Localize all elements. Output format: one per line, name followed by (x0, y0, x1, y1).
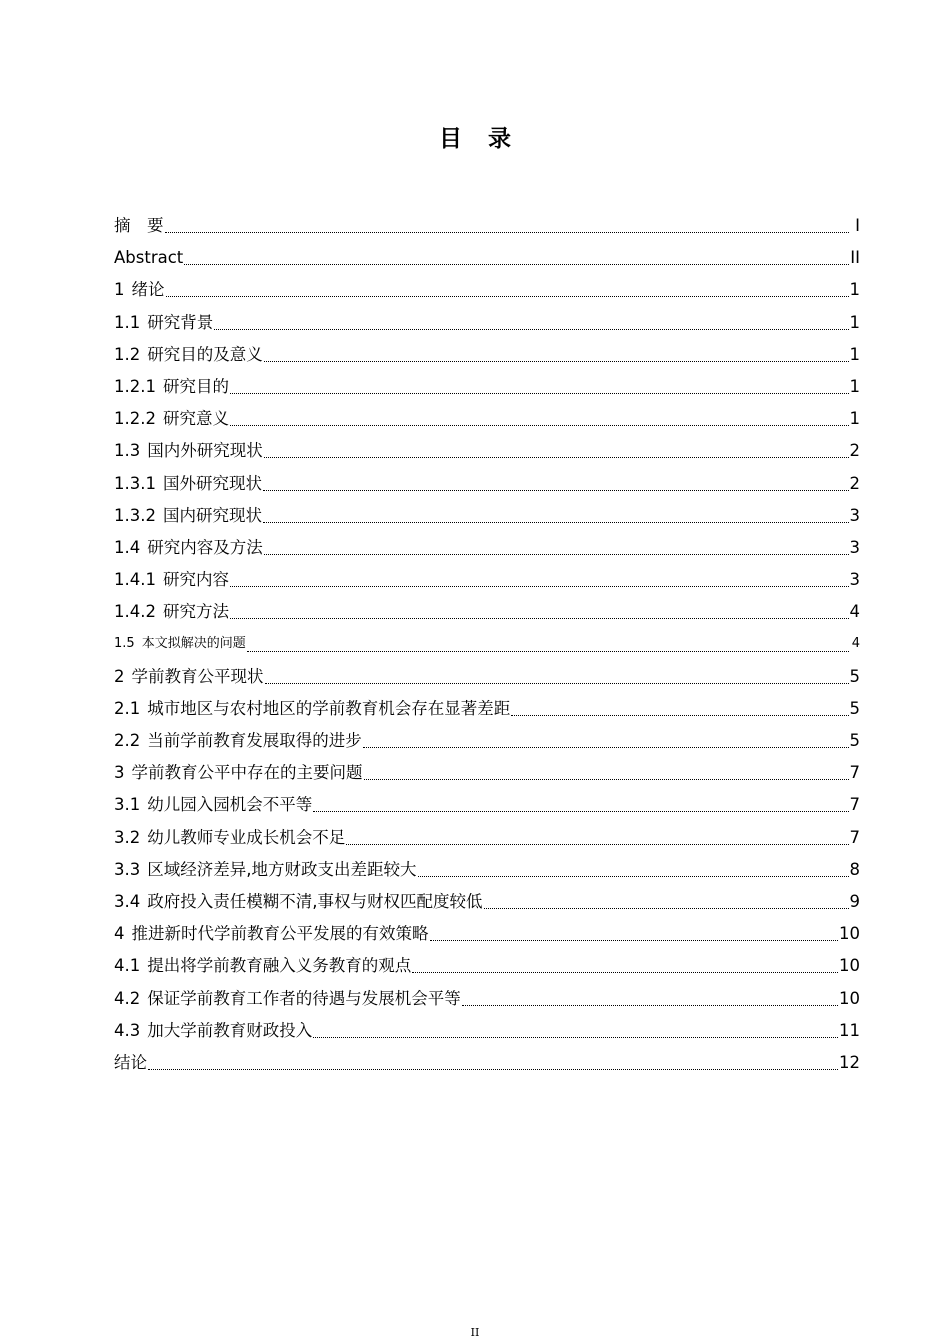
toc-entry-label (114, 468, 262, 500)
toc-entry-page: I (855, 216, 860, 235)
toc-entry-page: 1 (849, 280, 860, 300)
toc-entry-title: 推进新时代学前教育公平发展的有效策略 (131, 924, 429, 944)
toc-entry-title: 研究方法 (162, 602, 229, 622)
page-title (0, 120, 950, 153)
toc-entry-title: 研究背景 (147, 312, 214, 332)
toc-entry-label (114, 886, 483, 918)
toc-entry[interactable] (114, 596, 860, 628)
toc-entry-page: 10 (839, 956, 860, 976)
toc-entry-title: 研究目的及意义 (147, 344, 263, 364)
toc-entry[interactable] (114, 210, 860, 242)
toc-entry-title: 学前教育公平现状 (131, 666, 264, 686)
toc-entry-title: 结论 (114, 1052, 147, 1072)
toc-dot-leader (166, 281, 849, 299)
toc-entry-page: 7 (849, 827, 860, 847)
toc-entry-number: 3.4 (114, 891, 141, 911)
toc-entry[interactable] (114, 789, 860, 821)
toc-entry-page: 2 (849, 473, 860, 493)
toc-entry[interactable] (114, 564, 860, 596)
toc-dot-leader (484, 893, 849, 911)
toc-dot-leader (462, 990, 838, 1008)
toc-dot-leader (265, 668, 849, 686)
toc-entry-page: 10 (839, 988, 860, 1008)
toc-entry-title: 研究意义 (162, 409, 229, 429)
toc-entry[interactable] (114, 371, 860, 403)
toc-entry-page: 10 (839, 924, 860, 944)
toc-entry-title: 政府投入责任模糊不清,事权与财权匹配度较低 (147, 891, 483, 911)
toc-entry-title: 城市地区与农村地区的学前教育机会存在显著差距 (147, 698, 511, 718)
toc-entry-page: 3 (849, 537, 860, 557)
toc-entry-page: 2 (849, 441, 860, 461)
toc-entry-page: II (850, 248, 860, 268)
toc-dot-leader (511, 700, 848, 718)
toc-entry-title: 摘 要 (114, 216, 164, 235)
toc-entry-label (114, 1047, 147, 1079)
toc-dot-leader (418, 861, 849, 879)
toc-entry-number: 3.1 (114, 795, 141, 815)
toc-entry-page: 1 (849, 344, 860, 364)
toc-dot-leader (264, 442, 849, 460)
toc-dot-leader (363, 732, 849, 750)
toc-dot-leader (230, 378, 849, 396)
toc-entry-number: 4 (114, 924, 125, 944)
toc-entry-number: 2.1 (114, 698, 141, 718)
toc-entry-number: 1.4.2 (114, 602, 156, 622)
toc-entry-title: 研究内容及方法 (147, 537, 263, 557)
toc-entry-number: 1.2 (114, 344, 141, 364)
toc-entry[interactable] (114, 242, 860, 274)
toc-dot-leader (313, 1022, 838, 1040)
toc-dot-leader (346, 829, 848, 847)
toc-dot-leader (313, 796, 848, 814)
toc-entry-number: 3.3 (114, 859, 141, 879)
toc-entry[interactable] (114, 854, 860, 886)
toc-dot-leader (230, 571, 849, 589)
page-title-part1: 目 (439, 126, 462, 152)
toc-entry[interactable] (114, 468, 860, 500)
toc-dot-leader (263, 475, 849, 493)
toc-entry-title: 国外研究现状 (162, 473, 262, 493)
toc-entry-number: 1.1 (114, 312, 141, 332)
toc-dot-leader (412, 957, 838, 975)
toc-dot-leader (230, 410, 849, 428)
toc-entry-label (114, 822, 345, 854)
toc-entry-title: 国内外研究现状 (147, 441, 263, 461)
toc-entry-page: 8 (849, 859, 860, 879)
toc-entry-number: 4.1 (114, 956, 141, 976)
toc-entry-label (114, 661, 264, 693)
toc-dot-leader (214, 314, 848, 332)
toc-entry-label (114, 274, 165, 306)
toc-entry-number: 1.4 (114, 537, 141, 557)
toc-entry-label (114, 532, 263, 564)
toc-entry-number: 1.3 (114, 441, 141, 461)
toc-entry[interactable] (114, 693, 860, 725)
toc-entry-label (114, 854, 417, 886)
toc-entry[interactable] (114, 500, 860, 532)
toc-entry-number: 1 (114, 280, 125, 300)
toc-entry-title: 当前学前教育发展取得的进步 (147, 731, 362, 750)
toc-entry-page: 3 (849, 505, 860, 525)
toc-entry-label (114, 1015, 312, 1047)
toc-dot-leader (263, 507, 849, 525)
toc-entry-label (114, 371, 229, 403)
toc-entry-label (114, 403, 229, 435)
toc-dot-leader (165, 217, 850, 235)
toc-entry-number: 2.2 (114, 731, 141, 750)
toc-entry-label (114, 210, 164, 242)
toc-entry[interactable] (114, 435, 860, 467)
toc-entry-label (114, 693, 510, 725)
toc-entry-number: 1.2.2 (114, 409, 156, 429)
toc-entry-number: 1.3.1 (114, 473, 156, 493)
toc-entry-label (114, 564, 229, 596)
toc-entry-label (114, 628, 246, 660)
toc-entry[interactable] (114, 1047, 860, 1079)
toc-entry-label (114, 789, 312, 821)
toc-entry-title: 保证学前教育工作者的待遇与发展机会平等 (147, 988, 461, 1008)
toc-entry-page: 5 (849, 731, 860, 750)
toc-entry-page: 4 (851, 636, 860, 652)
toc-entry-number: 1.5 (114, 636, 135, 652)
toc-entry-title: 绪论 (131, 280, 165, 300)
toc-entry-title: 加大学前教育财政投入 (147, 1020, 313, 1040)
toc-entry[interactable] (114, 628, 860, 660)
toc-dot-leader (148, 1054, 838, 1072)
toc-entry-label (114, 596, 229, 628)
toc-entry-number: 4.3 (114, 1020, 141, 1040)
toc-entry-page: 11 (839, 1020, 860, 1040)
toc-entry[interactable] (114, 725, 860, 757)
toc-dot-leader (430, 925, 839, 943)
toc-entry[interactable] (114, 983, 860, 1015)
toc-entry-page: 5 (849, 666, 860, 686)
toc-entry-number: 2 (114, 666, 125, 686)
toc-entry-label (114, 725, 362, 757)
toc-entry-label (114, 435, 263, 467)
toc-dot-leader (264, 346, 849, 364)
footer-page-number: II (470, 1326, 480, 1339)
toc-entry-page: 7 (849, 795, 860, 815)
toc-dot-leader (364, 764, 849, 782)
toc-entry[interactable] (114, 661, 860, 693)
toc-entry-label (114, 242, 183, 274)
toc-entry[interactable] (114, 403, 860, 435)
toc-entry-page: 1 (849, 312, 860, 332)
toc-entry-page: 5 (849, 698, 860, 718)
toc-dot-leader (184, 249, 849, 267)
toc-entry-page: 1 (849, 376, 860, 396)
toc-dot-leader (247, 636, 849, 654)
toc-entry[interactable] (114, 757, 860, 789)
toc-entry[interactable] (114, 339, 860, 371)
toc-entry-number: 3 (114, 763, 125, 783)
toc-entry-label (114, 757, 363, 789)
toc-entry-label (114, 339, 263, 371)
toc-entry-page: 3 (849, 570, 860, 590)
toc-entry-label (114, 307, 213, 339)
toc-entry-title: 研究目的 (162, 376, 229, 396)
toc-entry-page: 7 (849, 763, 860, 783)
toc-entry-number: 4.2 (114, 988, 141, 1008)
toc-entry-page: 12 (839, 1052, 860, 1072)
toc-entry[interactable] (114, 1015, 860, 1047)
toc-entry[interactable] (114, 274, 860, 306)
toc-entry-page: 4 (849, 602, 860, 622)
toc-entry[interactable] (114, 950, 860, 982)
page-title-part2: 录 (488, 126, 511, 152)
toc-entry-number: 1.3.2 (114, 505, 156, 525)
table-of-contents (114, 210, 860, 1079)
toc-entry-title: 区域经济差异,地方财政支出差距较大 (147, 859, 417, 879)
toc-entry-label (114, 983, 461, 1015)
toc-dot-leader (230, 603, 849, 621)
toc-entry[interactable] (114, 918, 860, 950)
toc-entry-number: 3.2 (114, 827, 141, 847)
toc-entry-title: 研究内容 (162, 570, 229, 590)
toc-entry-label (114, 500, 262, 532)
toc-entry-title: 幼儿园入园机会不平等 (147, 795, 313, 815)
toc-entry[interactable] (114, 822, 860, 854)
toc-entry-number: 1.2.1 (114, 376, 156, 396)
toc-entry-title: 学前教育公平中存在的主要问题 (131, 763, 363, 783)
toc-entry-label (114, 918, 429, 950)
toc-entry[interactable] (114, 307, 860, 339)
toc-entry-title: 本文拟解决的问题 (141, 636, 246, 652)
toc-entry[interactable] (114, 886, 860, 918)
toc-entry[interactable] (114, 532, 860, 564)
toc-entry-number: 1.4.1 (114, 570, 156, 590)
toc-entry-title: Abstract (114, 248, 184, 268)
toc-entry-title: 幼儿教师专业成长机会不足 (147, 827, 346, 847)
toc-entry-title: 国内研究现状 (162, 505, 262, 525)
toc-entry-page: 9 (849, 891, 860, 911)
toc-entry-page: 1 (849, 409, 860, 429)
toc-entry-label (114, 950, 411, 982)
toc-dot-leader (264, 539, 849, 557)
toc-entry-title: 提出将学前教育融入义务教育的观点 (147, 956, 412, 976)
